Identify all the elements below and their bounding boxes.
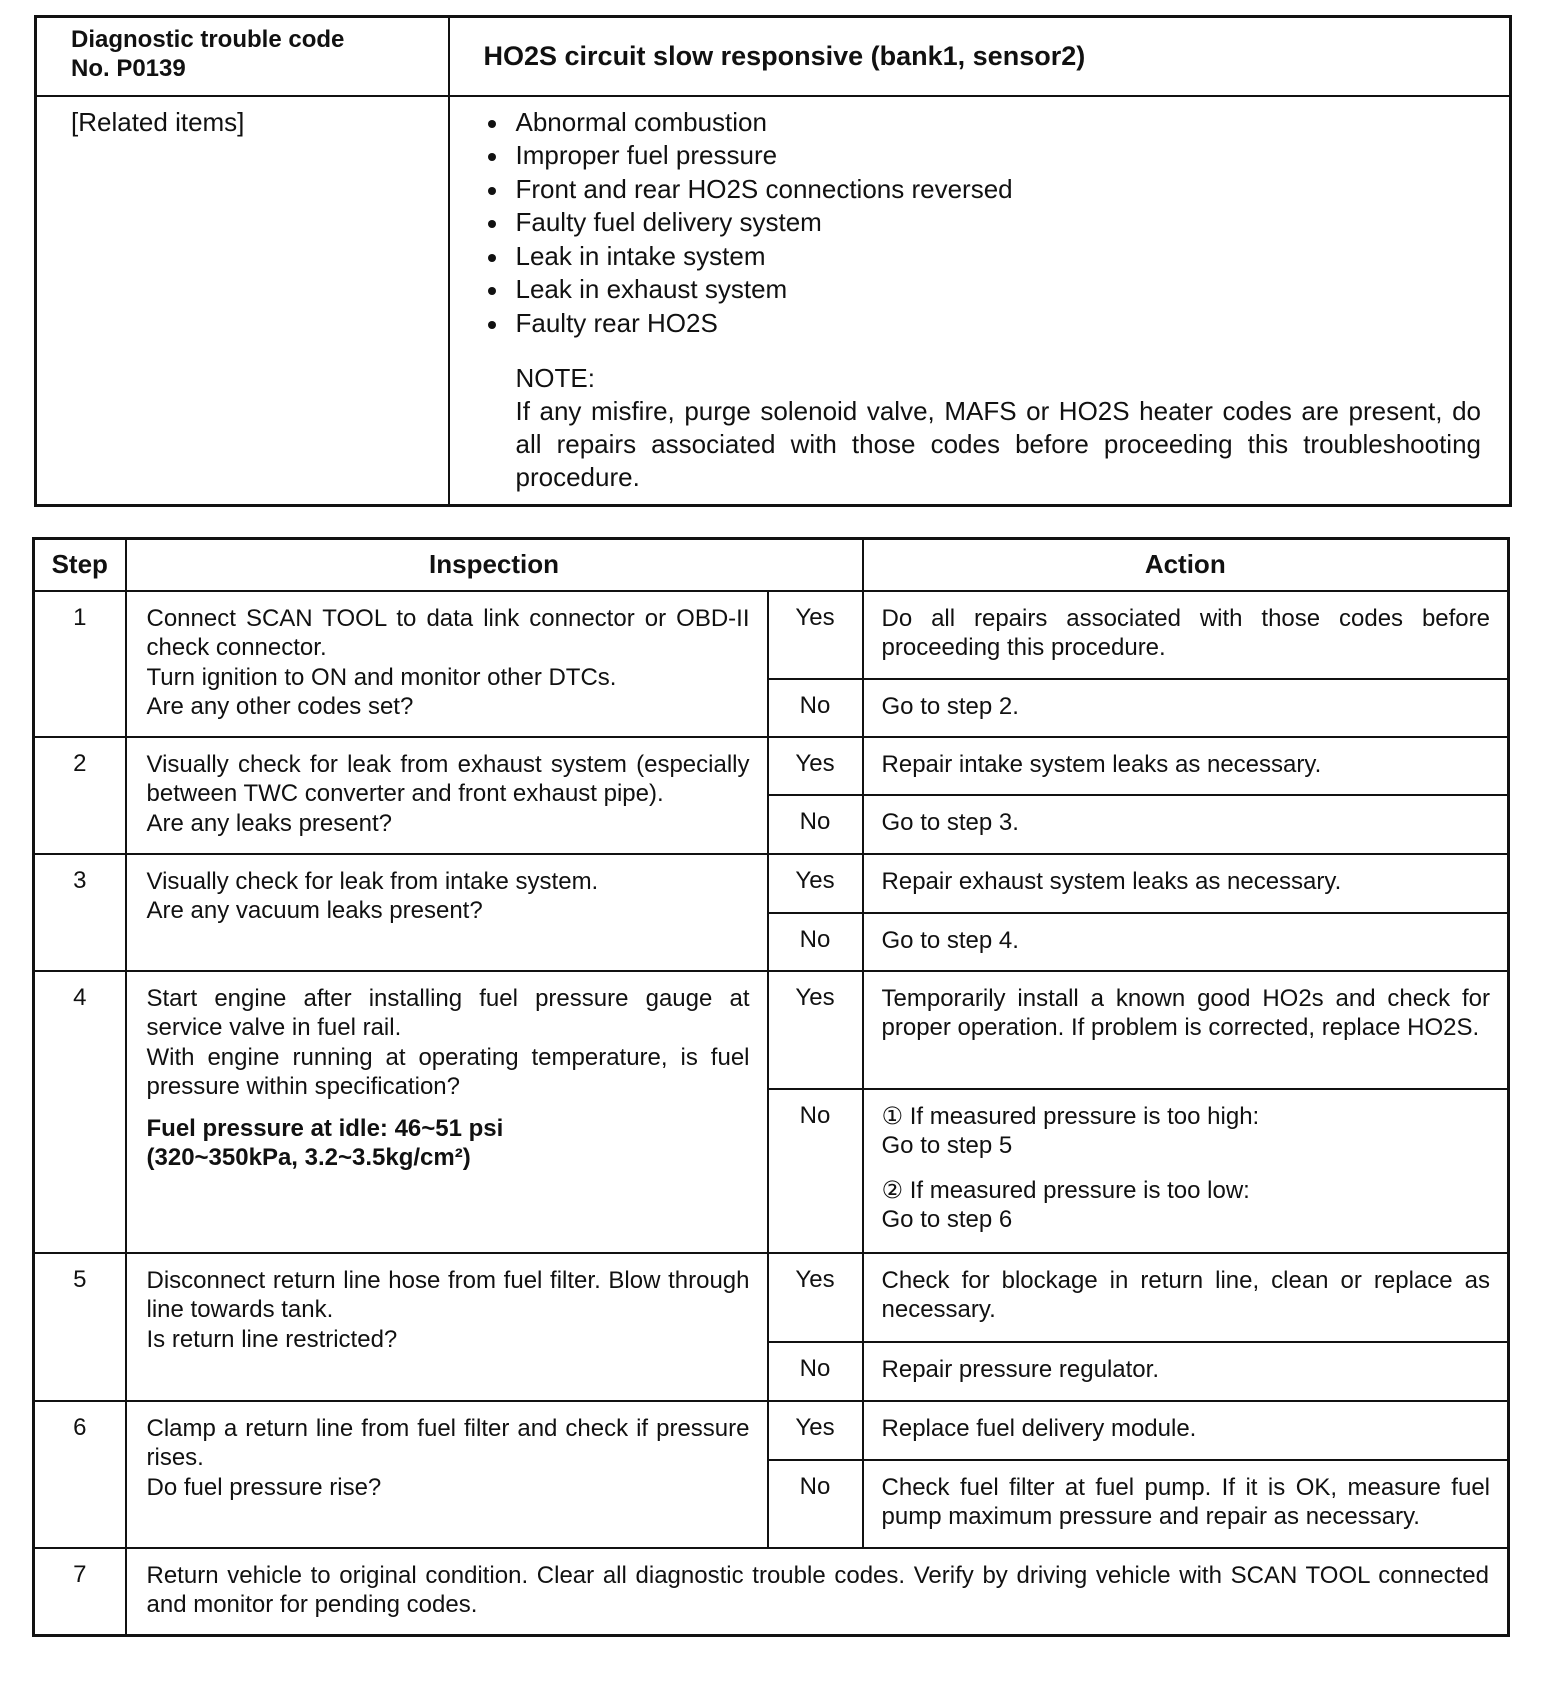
no-action-high-pressure xyxy=(882,1102,1490,1161)
high-pressure-condition: ① If measured pressure is too high: xyxy=(881,1102,1260,1130)
final-step-text: Return vehicle to original condition. Clear all diagnostic trouble codes. Verify by driving vehicle with SCAN TOOL connected and monitor for pending codes. xyxy=(126,1548,1509,1636)
spec-line-psi: Fuel pressure at idle: 46~51 psi xyxy=(146,1114,504,1142)
inspection-text: Clamp a return line from fuel filter and check if pressure rises. xyxy=(146,1414,750,1471)
no-label: No xyxy=(768,679,863,737)
related-item: Abnormal combustion xyxy=(486,106,1482,140)
step-inspection xyxy=(126,591,768,737)
dtc-title: HO2S circuit slow responsive (bank1, sensor2) xyxy=(449,17,1511,96)
fuel-pressure-spec xyxy=(147,1114,750,1173)
inspection-text: Is return line restricted? xyxy=(146,1325,398,1353)
column-header-inspection: Inspection xyxy=(126,539,863,591)
inspection-text: Connect SCAN TOOL to data link connector or OBD-II check connector. xyxy=(146,604,750,661)
no-label: No xyxy=(768,913,863,971)
related-item: Faulty rear HO2S xyxy=(486,307,1482,341)
yes-action: Temporarily install a known good HO2s and check for proper operation. If problem is corrected, replace HO2S. xyxy=(863,971,1509,1089)
table-row xyxy=(34,1401,1509,1460)
table-row xyxy=(34,1253,1509,1342)
table-row xyxy=(34,737,1509,795)
related-item: Front and rear HO2S connections reversed xyxy=(486,173,1482,207)
yes-label: Yes xyxy=(768,591,863,679)
no-action: Go to step 2. xyxy=(863,679,1509,737)
step-number: 5 xyxy=(34,1253,126,1401)
no-action xyxy=(863,1089,1509,1253)
table-row xyxy=(34,854,1509,913)
no-label: No xyxy=(768,1089,863,1253)
inspection-text: Disconnect return line hose from fuel filter. Blow through line towards tank. xyxy=(146,1266,750,1323)
yes-label: Yes xyxy=(768,1253,863,1342)
related-items-list xyxy=(486,106,1482,341)
step-number: 3 xyxy=(34,854,126,971)
step-inspection xyxy=(126,737,768,854)
no-action: Check fuel filter at fuel pump. If it is OK, measure fuel pump maximum pressure and repair as necessary. xyxy=(863,1460,1509,1548)
no-label: No xyxy=(768,1342,863,1401)
troubleshooting-steps-table xyxy=(32,537,1510,1637)
low-pressure-goto: Go to step 6 xyxy=(881,1206,1013,1233)
step-number: 7 xyxy=(34,1548,126,1636)
inspection-text: Visually check for leak from intake system. xyxy=(146,867,599,895)
table-row xyxy=(34,591,1509,679)
related-item: Faulty fuel delivery system xyxy=(486,206,1482,240)
yes-label: Yes xyxy=(768,854,863,913)
yes-action: Check for blockage in return line, clean or replace as necessary. xyxy=(863,1253,1509,1342)
yes-label: Yes xyxy=(768,1401,863,1460)
high-pressure-goto: Go to step 5 xyxy=(881,1132,1013,1159)
dtc-header-table xyxy=(34,15,1512,507)
no-action: Repair pressure regulator. xyxy=(863,1342,1509,1401)
step-inspection xyxy=(126,971,768,1253)
no-action-low-pressure xyxy=(882,1176,1490,1235)
related-items-label: [Related items] xyxy=(36,96,449,506)
no-action: Go to step 4. xyxy=(863,913,1509,971)
inspection-text: Turn ignition to ON and monitor other DTCs. xyxy=(146,663,617,691)
inspection-text: With engine running at operating temperature, is fuel pressure within specification? xyxy=(146,1043,750,1100)
inspection-text: Start engine after installing fuel pressure gauge at service valve in fuel rail. xyxy=(146,984,750,1041)
step-inspection xyxy=(126,1401,768,1548)
step-inspection xyxy=(126,854,768,971)
inspection-text: Are any leaks present? xyxy=(146,809,392,837)
inspection-text: Do fuel pressure rise? xyxy=(146,1473,382,1501)
yes-action: Repair exhaust system leaks as necessary. xyxy=(863,854,1509,913)
dtc-code-number: No. P0139 xyxy=(71,55,186,82)
no-label: No xyxy=(768,795,863,854)
inspection-text: Are any other codes set? xyxy=(146,693,414,720)
step-number: 2 xyxy=(34,737,126,854)
column-header-action: Action xyxy=(863,539,1509,591)
related-item: Leak in exhaust system xyxy=(486,273,1482,307)
no-action: Go to step 3. xyxy=(863,795,1509,854)
table-row xyxy=(34,971,1509,1089)
note-text: If any misfire, purge solenoid valve, MAFS or HO2S heater codes are present, do all repairs associated with those codes before proceeding this troubleshooting procedure. xyxy=(515,396,1481,492)
spec-line-metric: (320~350kPa, 3.2~3.5kg/cm²) xyxy=(146,1144,471,1171)
step-number: 4 xyxy=(34,971,126,1253)
yes-action: Do all repairs associated with those codes before proceeding this procedure. xyxy=(863,591,1509,679)
inspection-text: Visually check for leak from exhaust system (especially between TWC converter and front exhaust pipe). xyxy=(146,750,750,807)
table-header-row xyxy=(34,539,1509,591)
related-item: Improper fuel pressure xyxy=(486,139,1482,173)
dtc-code-label: Diagnostic trouble code xyxy=(71,26,345,53)
low-pressure-condition: ② If measured pressure is too low: xyxy=(881,1176,1250,1204)
column-header-step: Step xyxy=(34,539,126,591)
step-number: 1 xyxy=(34,591,126,737)
table-row xyxy=(34,1548,1509,1636)
yes-label: Yes xyxy=(768,737,863,795)
yes-label: Yes xyxy=(768,971,863,1089)
note-label: NOTE: xyxy=(515,363,595,393)
yes-action: Replace fuel delivery module. xyxy=(863,1401,1509,1460)
yes-action: Repair intake system leaks as necessary. xyxy=(863,737,1509,795)
no-label: No xyxy=(768,1460,863,1548)
related-items-cell xyxy=(449,96,1511,506)
step-number: 6 xyxy=(34,1401,126,1548)
inspection-text: Are any vacuum leaks present? xyxy=(146,897,483,924)
step-inspection xyxy=(126,1253,768,1401)
dtc-code-cell xyxy=(36,17,449,96)
note-block xyxy=(516,362,1482,494)
related-item: Leak in intake system xyxy=(486,240,1482,274)
